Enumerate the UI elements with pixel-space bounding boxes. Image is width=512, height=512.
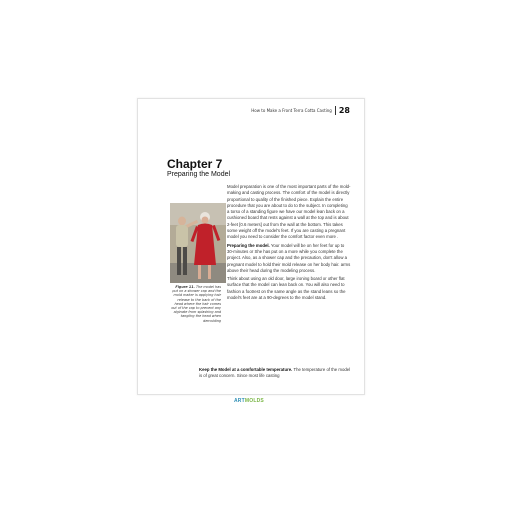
caption-label: Figure 11. [175, 285, 195, 289]
intro-paragraph: Model preparation is one of the most important parts of the mold-making and casting process. The comfort of the model is directly proportional to quality of the finished piece. Explain the entire procedure that you are about to do to the subject. In completing a torso of a standing figure we have our model lean back on a cushioned board that rests against a wall at the top and is about 2-feet [0.6 meters] out from the wall at the bottom. This takes some weight off the model's feet. If you are casting a pregnant model you need to consider the comfort factor even more . [227, 184, 351, 240]
chapter-title: Chapter 7 [167, 157, 223, 171]
logo-part-1: ART [234, 398, 245, 404]
paragraph-2 [227, 276, 351, 301]
body-column [227, 184, 351, 303]
figure-illustration [170, 203, 226, 283]
logo-part-2: MOLDS [244, 398, 264, 404]
chapter-subtitle: Preparing the Model [167, 171, 231, 178]
document-page [137, 98, 365, 395]
figure-photo [170, 203, 226, 283]
paragraph-2-text: Think about using an old door, large ironing board or other flat surface that the model can lean back on. You will also need to fashion a footrest on the same angle as the stand leans so the model's feet are at a 90-degrees to the model stand. [227, 276, 346, 301]
running-title: How to Make a Front Terra Cotta Casting [251, 108, 332, 113]
caption-text: The model has put on a shower cap and the mold maker is applying hair release to the back of the head where the hair comes out of the cap to prevent any alginate from splashing and tangling the head when demolding [171, 285, 221, 323]
header-divider [335, 106, 336, 115]
closing-paragraph [199, 367, 354, 380]
closing-lead: Keep the Model at a comfortable temperature. [199, 367, 293, 372]
publisher-logo [234, 398, 264, 404]
paragraph-1-text: Your model will be on her feet for up to 30-minutes or She has put on a more while you complete the project. Also, as a shower cap and the precaution, don't allow a pregnant model to hold their mold release on her body hair. arms above their head during the modeling process. [227, 242, 351, 273]
running-header [251, 106, 350, 115]
paragraph-1-lead: Preparing the model. [227, 242, 270, 248]
paragraph-1 [227, 243, 351, 274]
closing-text: The temperature of the model is of great concern. Since most life casting [199, 367, 351, 379]
page-number: 28 [338, 106, 350, 115]
figure-caption [170, 285, 221, 323]
closing-text-block [199, 367, 354, 380]
